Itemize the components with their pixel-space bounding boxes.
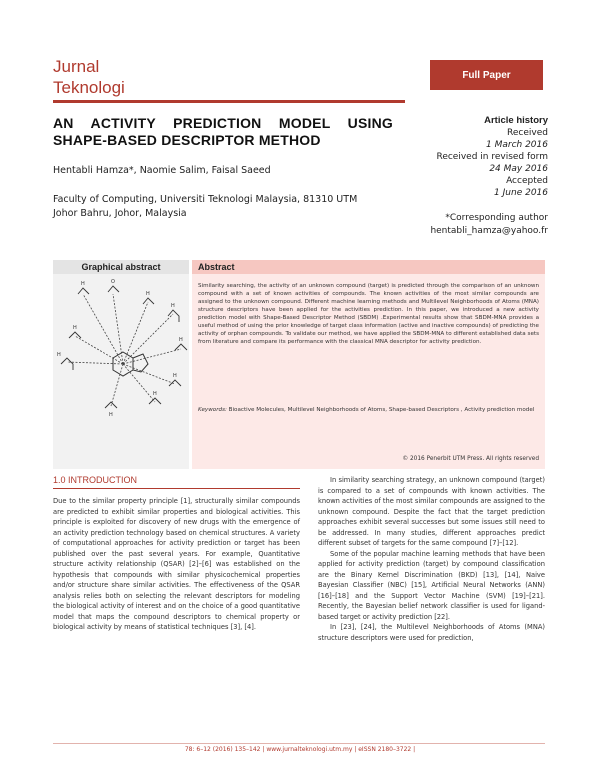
radial-bond-lines bbox=[67, 294, 181, 406]
accepted-label: Accepted bbox=[506, 176, 548, 186]
paper-type-badge: Full Paper bbox=[430, 60, 543, 90]
accepted-date: 1 June 2016 bbox=[494, 188, 548, 198]
keywords bbox=[198, 406, 539, 414]
left-column bbox=[53, 496, 300, 633]
abstract-text: Similarity searching, the activity of an unknown compound (target) is predicted through the comparison of an unknown compound with a set of known activities of compounds. The known activities of the most similar compounds are assigned to the unknown compound. Different machine learning methods and Multilevel Neighborhoods of Atoms (MNA) structure descriptors have been applied for the activities prediction. In this paper, we introduced a new activity prediction model with Shape-Based Descriptor Method (SBDM) .Experimental results show that SBDM-MNA provides a useful method of using the prior knowledge of target class information (active and inactive compounds) of predicting the activity of orphan compounds. To validate our method, we have applied the SBDM-MNA to different established data sets from literature and compare its performance with the classical MNA descriptor for activity prediction. bbox=[198, 283, 539, 345]
svg-text:H: H bbox=[109, 412, 113, 418]
graphical-abstract-panel bbox=[53, 260, 189, 469]
journal-rule bbox=[53, 100, 405, 103]
article-history bbox=[436, 115, 548, 199]
article-title: AN ACTIVITY PREDICTION MODEL USING SHAPE-BASED DESCRIPTOR METHOD bbox=[53, 115, 393, 148]
affiliation-line2: Johor Bahru, Johor, Malaysia bbox=[53, 208, 187, 219]
graphical-abstract-heading: Graphical abstract bbox=[53, 260, 189, 274]
keywords-label: Keywords: bbox=[198, 407, 227, 413]
history-heading: Article history bbox=[484, 115, 548, 126]
fragment-sketches bbox=[61, 286, 187, 408]
svg-text:H: H bbox=[146, 291, 150, 297]
footer-rule bbox=[53, 743, 545, 744]
svg-text:H: H bbox=[153, 391, 157, 397]
svg-text:H: H bbox=[173, 373, 177, 379]
page-footer: 78: 6–12 (2016) 135–142 | www.jurnalteknologi.utm.my | eISSN 2180–3722 | bbox=[184, 746, 416, 753]
section-heading-introduction: 1.0 INTRODUCTION bbox=[53, 475, 138, 485]
corresponding-email[interactable]: hentabli_hamza@yahoo.fr bbox=[430, 226, 548, 236]
author-list: Hentabli Hamza*, Naomie Salim, Faisal Saeed bbox=[53, 165, 271, 176]
revised-date: 24 May 2016 bbox=[489, 164, 548, 174]
intro-paragraph-1: Due to the similar property principle [1], structurally similar compounds are predicted to exhibit similar properties and biological activities. This principle is exploited for discovery of new drugs with the emergence of an activity prediction technology based on chemical structures. A variety of computational approaches for activity prediction or target has been published over the past several years. For example, Quantitative structure activity relationship (QSAR) [2]–[6] was established on the hypothesis that compounds with similar physicochemical properties and/or structure share similar activities. The effectiveness of the QSAR analysis relies both on selecting the relevant descriptors for modeling the biological activity of interest and on the choice of a good quantitative model that maps the compound descriptors to chemical property or biological activity by means of statistical techniques [3], [4]. bbox=[53, 497, 300, 631]
right-column bbox=[318, 475, 545, 643]
svg-text:H: H bbox=[179, 337, 183, 343]
svg-text:O: O bbox=[111, 279, 115, 285]
revised-label: Received in revised form bbox=[436, 152, 548, 162]
received-label: Received bbox=[507, 128, 548, 138]
received-date: 1 March 2016 bbox=[486, 140, 548, 150]
svg-text:H: H bbox=[81, 281, 85, 287]
journal-name-line2: Teknologi bbox=[53, 78, 125, 97]
intro-paragraph-3: Some of the popular machine learning methods that have been applied for activity prediction (target) by compound classification are the Binary Kernel Discrimination (BKD) [13], [14], Naive Bayesian Classifier (NBC) [15], Artificial Neural Networks (ANN) [16]–[18] and the Support Vector Machine (SVM) [19]–[21]. Recently, the Bayesian belief network classifier is used for ligand-based target or activity prediction [22]. bbox=[318, 549, 545, 621]
svg-text:H: H bbox=[171, 303, 175, 309]
intro-paragraph-2: In similarity searching strategy, an unknown compound (target) is compared to a set of compounds with known activities. The known activities of the most similar compounds are assigned to the unknown compound. Despite the fact that the target prediction approaches exhibit several successes but some issues still need to be addressed. In many studies, different approaches predict different subset of targets for the same compound [7]–[12]. bbox=[318, 476, 545, 547]
journal-name-line1: Jurnal bbox=[53, 57, 100, 76]
abstract-heading: Abstract bbox=[192, 260, 545, 274]
affiliation-line1: Faculty of Computing, Universiti Teknologi Malaysia, 81310 UTM bbox=[53, 194, 358, 205]
svg-text:H: H bbox=[57, 352, 61, 358]
molecule-neighborhood-figure bbox=[53, 274, 189, 469]
copyright-notice: © 2016 Penerbit UTM Press. All rights reserved bbox=[402, 456, 539, 462]
intro-paragraph-4: In [23], [24], the Multilevel Neighborhoods of Atoms (MNA) structure descriptors were used for prediction, bbox=[318, 623, 545, 642]
svg-text:H: H bbox=[73, 325, 77, 331]
atom-labels bbox=[57, 279, 183, 418]
corresponding-label: *Corresponding author bbox=[445, 213, 548, 223]
abstract-panel bbox=[192, 260, 545, 469]
section-rule bbox=[53, 488, 300, 489]
corresponding-author bbox=[430, 212, 548, 238]
journal-name bbox=[53, 56, 125, 98]
affiliation bbox=[53, 193, 398, 221]
keywords-text: Bioactive Molecules, Multilevel Neighborhoods of Atoms, Shape-based Descriptors , Activity prediction model bbox=[228, 407, 535, 413]
